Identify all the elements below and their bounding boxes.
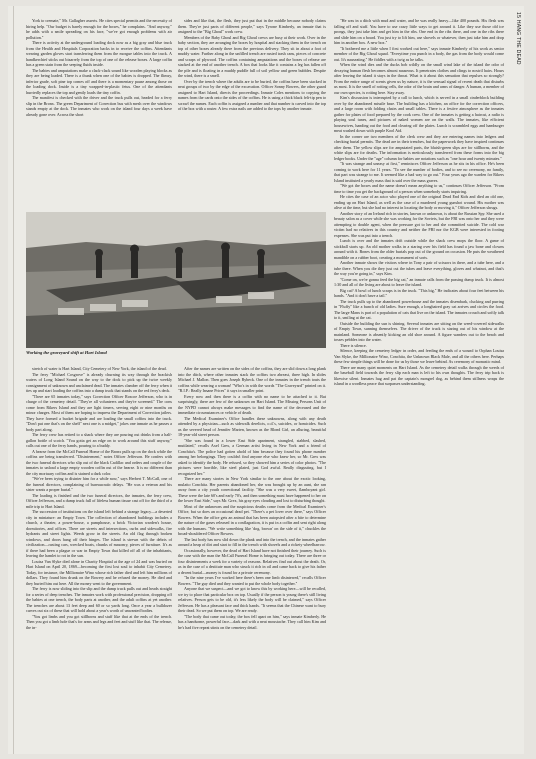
paragraph: "You got limbs and you got stillborns and stuff like that at the ends of the trench. Then you got a limb hole that's for arms and legs and feet and stuff like that. The release, the in- <box>26 613 172 630</box>
column-middle-top <box>178 18 326 226</box>
column-middle-bottom <box>178 366 326 750</box>
paragraph: The manifest is checked with the driver and the truck pulls out, headed for a ferry slip in the Bronx. The green Department of Correction bus with mesh over the windows stands empty at the dock. The inmates who work on the island four days a week have already gone over. Across the short <box>26 95 172 117</box>
paragraph: Lunch is over and the inmates drift outside while the shack crew mops the floor. A game of stickball starts up. An old mother walks in a staring over his field has found a jaw bone and clowns around with it. Bones from the older burials pop out of the ground on occasion. He puts the weathered mandible on a rubber boot, creating a monument of sorts. <box>334 238 504 260</box>
paragraph: stretch of water is Hart Island, City Cemetery of New York, the island of the dead. <box>32 366 167 371</box>
paragraph: "There are 65 inmates today," says Correction Officer Roscoe Jefferson, who is in charge of the cemetery detail. "They're all volunteers and they're screened." The cons come from Rikers Island and they are light timers, serving eight or nine months on minor charges. Most of them are hoping to impress the Department of Correction jailers. They have formed a bucket brigade and are loading the small coffins into the truck. "Don't put one that's on the shelf" next one is a midget," jokes one inmate as he passes a body part along. <box>26 393 172 432</box>
paragraph: "It bothered me a little when I first worked out here," says inmate Kimberly of his work as senior member of the Big Ghoul squad. "Everytime you punch in a body, the gas from the body would come out. It's nauseating." He fiddles with a twig as he talks. <box>334 45 504 62</box>
paragraph: The succession of institutions on the island left behind a strange legacy—a deserted city in miniature: an Empty Town. The collection of abandoned buildings includes a church, a theater, a power-house, a pumphouse, a brick Victorian warden's house, dormitories, and offices. There are streets and intersections, curbs and sidewalks, fire hydrants and street lights. Weeds grow in the streets. An old flag through broken windows, and doors hang off their hinges. The island is strewn with the debris of civilization—rusting cars, wrecked boats, chunks of masonry, pieces of furniture. It's as if there had been a plague or war in Empty Town that killed off all of the inhabitants, leaving the hamlet to rot in the sun. <box>26 509 172 558</box>
paragraph: Louisa Van Slyke died alone in Charity Hospital at the age of 24 and was buried on Hart Island on April 20, 1869—becoming the first lost soul to inhabit City Cemetery. Today, for instance, the Millionaire Wino whose rich father died and left him millions of dollars. They found him drunk on the Bowery and he refused the money. He died and they buried him out here. All the money went to the government. <box>26 558 172 586</box>
column-right <box>334 18 504 750</box>
newspaper-page <box>8 6 524 754</box>
page-fold-line <box>13 6 14 754</box>
paragraph: "In the nine years I've worked here there's been one limb disinterred," recalls Officer Bowers. "The guy died and they wanted to put the whole body together." <box>178 575 326 586</box>
paragraph: The babies and amputations make a clack-clack sound like wooden playing blocks as they are being loaded. There is a thunk when one of the babies is dropped. The flimsy, inferior grade, soft pine top comes off and there is a momentary pause among those on the loading dock. Inside is a tiny wrapped-in-plastic fetus. One of the attendants hurriedly replaces the top and gently loads the tiny coffin. <box>26 67 172 95</box>
paragraph: Anyone that we suspect—and we got to know this by working here—will be recalled, we try to place that particular box on top. Usually if the person is young there's still living relatives. Person gets to be old, it's less likely the body will be claimed," says Officer Jefferson. He has a pleasant face and thick hands. "It seems that the Chinese want to bury their dead. So we put them on top. We are ready. <box>178 586 326 613</box>
paragraph: A hearse from the McCall Funeral Home of the Bronx pulls up on the dock while the coffins are being transferred. "Disinterment," notes Officer Jefferson. He confers with the two funeral directors who slip out of the black Cadillac and orders and couple of the inmates to unload a large empty wooden coffin out of the hearse. It is no different than the city mortuary coffins and is stained a dark color. <box>26 448 172 476</box>
paragraph: Outside the building the sun is shining. Several inmates are sitting on the weed-covered sidewalks of Empty Town, sunning themselves. The driver of the truck is staring out of his window at the mainland. Someone is absently kicking an old shoe around. A figure wanders out to the beach and tosses pebbles into the water. <box>334 320 504 342</box>
paragraph: The ferry "Michael Cosgrove" is already churning its way through the brackish waters of Long Island Sound on the way to the dock to pick up the twice weekly consignment of unknown and unclaimed dead. The inmates clamber off the ferry when it ties up and start loading the coffins into a dump truck that stands on the red ferry's deck. <box>26 371 172 393</box>
paragraph: The ferry crew has retired to a shack where they are pouring out drinks from a half-gallon bottle of scotch. "You gotta get an edge on to work around this stuff anyway," calls out one of the ferry hands, pouring to a buddy. <box>26 432 172 448</box>
paragraph: There is activity at the underground loading dock now as a big gray and blue truck from the Health and Hospitals Corporation backs in to receive the coffins. Attendants wearing garden gloves start transferring them from the morgue tables into the truck. A handkerchief sticks out bizarrely from the top of one of the release boxes. A large coffin has a green stain from the seeping fluids inside. <box>26 40 172 67</box>
paragraph: Over by the trench where the adults are to be buried, the coffins have been stacked in neat groups of two by the edge of the excavation. Officer Sonny Bowers, the other guard assigned to Hart Island, directs the proceedings. Inmate Coles mentions to copying the names from the cards onto the sides of the coffins. He is using a thick black felt-tip pen to scrawl the names. Each coffin is assigned a number and that number is carved into the top of the box with a router. A few extra nails are added to the tops by another inmate. <box>178 78 326 111</box>
paragraph: After the names are written on the sides of the coffins, they are slid down a long plank into the ditch, where other inmates stack the coffins two abreast, three high. In slides Michael J. Mallon. Then goes Joseph Rybeck. One of the inmates in the trench touts the coffins while wearing a woman! "Who's in with the words "The Graveyard" printed on it. "R.I.P.: Really Insane Prices" it says in smaller print. <box>178 366 326 393</box>
paragraph: The last body has now slid down the plank and into the trench, and the inmates gather around a heap of dirt and start to fill in the trench with shovels and a rickety wheelbarrow. <box>178 536 326 547</box>
paragraph: "Come on, we're gonna feed the big cat," an inmate calls from the passing dump truck. It is almost 1:30 and all of the living are about to leave the island. <box>334 276 504 287</box>
paragraph: There are many quiet moments on Hart Island. As the cemetery detail walks through the weeds of the baseball field towards the ferry slip each man is left to his own thoughts. The ferry trip back is likewise silent. Inmates hug and pat the captain's mongrel dog, as behind them stillness wraps the island in a wordless peace that surpasses understanding. <box>334 364 504 386</box>
paragraph: There is silence. <box>340 342 367 348</box>
paragraph: There are many stories in New York similar to the one about the exotic looking, mulatto Conchita. Her parents abandoned her, she was brought up by an aunt, she ran away from a city youth correctional facility. "She was a very sweet, flamboyant girl. These were the late 60's and early 70's, and then something must have happened to her on the lower East Side," says Mr. Grex, his gray eyes clouding and lost to disturbing thought. <box>178 476 326 503</box>
paragraph: Occasionally, however, the dead of Hart Island have not finished their journey. Such is the case with the man the McCall Funeral Home is bringing out today. There are three or four disinterments a week for a variety of reasons. Relatives find out about the death. Or, as in the case of a destitute man who struck it rich in oil and came back to give his father a decent burial—money is found for a private ceremony. <box>178 547 326 575</box>
paragraph: Every now and then there is a coffin with no name to be attached to it. But surprisingly, there are few of the unknown on Hart Island. The Missing Persons Unit of the NYPD cannot always make messages to find the name of the deceased and the immediate circumstances or vehicle of death. <box>178 393 326 415</box>
photo-caption: Working the graveyard shift at Hart Island <box>26 350 107 355</box>
paragraph: In the corner are two members of the clerk crew and they are entering names into ledgers and checking burial permits. The dead are in their trenches, but the paperwork they have inspired continues after them. The yellow slips are for amputated parts, the bluish-green slips are for stillborns, and the white slips are for deaths. The information is meticulously transferred from these forms into the big ledger books. Under the "age" column for babies are notations such as "one hour and twenty minutes." <box>334 133 504 161</box>
paragraph: The loading is finished and the two funeral directors, the inmates, the ferry crew, Officer Jefferson, and a dump truck full of lifeless human tissue cast off for the third of a mile trip to Hart Island. <box>26 492 172 509</box>
paragraph: The Medical Examiner's Office handles these unknowns, along with any death attended by a physician—such as sidewalk derelicts, o.d.'s, suicides, or homicides. Such as the severed head of Jennifer Marten, known as the Blond Girl, an alluring, beautiful 18-year-old street person. <box>178 415 326 437</box>
paragraph: "We got the boxes and the name doesn't mean anything to us," continues Officer Jefferson. "From time to time you get the background of a person when somebody starts inquiring. <box>334 183 504 194</box>
paragraph: "We've been trying to disinter him for a while now," says Herbert T. McCall, one of the funeral directors, complaining of bureaucratic delays. "He was a veteran and his sister wants a proper burial." <box>26 476 172 492</box>
paragraph: "It was strange and uneasy at first," reminisces Officer Jefferson as he sits in his office. He's been coming to work here for 11 years. "To see the number of bodies, and to see no ceremony, no family, that part was strange to me. It seemed like a bad way to go out." Four years ago the warden for Rikers Island instituted a yearly mass that is said over the mass graves. <box>334 161 504 183</box>
graveyard-photo <box>26 212 326 348</box>
paragraph: He cites the case of an actor who played one of the original Dead End Kids and died an old one, ending up on Hart Island, as well as the case of a murdered young gunshot wound. His mother was alive at the time, but she had no interest in locating the body or moving it," Officer Jefferson shrugs. <box>334 194 504 210</box>
paragraph: sides and like that, the flesh, they just put that in the middle because nobody claims them. They're just parts of different people," says Tyrone Kimberly, an inmate that is assigned to the "Big Ghoul" work crew. <box>178 18 326 34</box>
column-left-bottom <box>26 366 172 750</box>
paragraph: Kim's discussion is interrupted by a call to lunch, which is served in a small cinderblock building over by the abandoned missile base. The building has a kitchen, an office for the correction officers, and a large room with folding chairs and small tables. There is a festive atmosphere as the inmates gather for plates of food prepared by the cook crew. One of the inmates is getting a haircut, a radio is playing soul tunes, and pictures of naked women are on the walls. The inmates, like efficient housewives, handing out the food and clearing off the plates. Lunch is scrambled eggs and hamburger meat washed down with purple Kool Aid. <box>334 95 504 133</box>
paragraph: "The body that came out today, the box fell apart on him," says inmate Kimberly. He has a handsome, powerful face—dark and with a neat moustache. They call him Kim and he's had five repeat stints on the cemetery detail. <box>178 613 326 630</box>
paragraph: Silence, keeping the cemetery ledger in order, and feeding the ends of a wound to Orphan Louisa Van Slyke, the Millionaire Wino, Conchita, the Unknown Black Male, and all the others here. Perhaps these few simple things will be done for us by those we leave behind. As ceremony of monastic mind. <box>334 348 504 364</box>
paragraph: Most of the unknowns and the suspicious deaths come from the Medical Examiner's Office, but so does an occasional dead pet. "There's a pet lover over there," says Officer Bowers. When the office gets an animal that has been autopsied after a bite to determine the nature of the gases released in a conflagration, it is put in a coffin and sent right along with the humans. "We write something like 'dog, brown' on the side of it," chuckles the broad-shouldered Officer Bowers. <box>178 503 326 536</box>
paragraph: When the wind dies and the ducks bob wildly on the small wind lake of the island the odor of decaying human flesh becomes almost nauseous. It penetrates clothes and clings to nostril hairs. Hours after leaving the island it stays in the throat. What is it about this sensation that repulses so strongly? From the entire range of scents given us by nature, it is the sensual signal of recent death that disturbs us most. It is the smell of rotting cells, the odor of the brain and arms of danger. A human, a member of our own species, is rotting here. Stay away. <box>334 62 504 95</box>
paragraph: Another inmate shows the visitors where in Tony a pair of scissors in there, and a tube here, and a tube there. When you die they just cut the tubes and leave everything, gloves and whatnot, and that's the way you're going in," says Kim. <box>334 260 504 276</box>
paragraph: The truck pulls up to the abandoned powerhouse and the inmates disembark, clucking and purring in "Fluffy" like a bunch of old ladies. Sure enough, a longhaired gray cat arrives and circles the food. The large Manx is part of a population of cats that live on the island. The inmates crouch and softly talk to it, smiling at the cat. <box>334 298 504 320</box>
paragraph: Big cat? A bowl of lunch scraps is in the truck. "This big," He indicates about four feet between his hands. "And it don't have a tail." <box>334 287 504 298</box>
paragraph: Members of the Baby Ghoul and Big Ghoul crews are busy at their work. Over in the baby section, they are arranging the boxes by hospital and stacking them in the trench on top of other boxes already there from the previous delivery. They sit in about a foot of muddy water. Further along in the unfilled trench are rusted trash cans, pieces of concrete and scraps of plywood. The coffins containing amputations and the boxes of release are stacked at the end of another trench. A box that looks like it contains a leg has fallen off the pile and is floating in a muddy puddle full of soil yellow and green bubbles. Despite the wind, there is a smell. <box>178 34 326 78</box>
graveyard-photo-image <box>26 212 326 348</box>
paragraph: Another story of an Ireland rich in stories, known or unknown, is about the Russian Spy. She used a beauty salon as a cover while she was working for the Soviets, but the FBI was onto her and they were attempting to double agent, when the pressure got to her and she committed suicide. The cold war victim had no relatives in this country and neither the FBI nor the KGB were interested in footing expenses. She was put into a trench. <box>334 210 504 238</box>
running-head: 15 HANG THE DEAD <box>515 12 521 65</box>
paragraph: York to cremate," Mr. Gallagher asserts. He cites special permits and the necessity of hiring help. "Our budget is barely enough for the boxes," he complains. "And anyway," he adds with a smile spreading on his face, "we've got enough problems with air pollution." <box>26 18 172 40</box>
paragraph: The ferry is now sliding into the slip and the dump truck pulls out and heads straight for a series of deep trenches. The inmates work with professional precision, dropping off the babies at one trench, the body parts at another, and the adult coffins at yet another. The trenches are about 13 feet deep and 60 or so yards long. Once a year a bulldozer carves out six of these that will hold about a year's worth of unwanted bodies. <box>26 586 172 613</box>
paragraph: "He was in a ditch with mud and water, and he was really heavy—like 400 pounds. His flesh was falling off and stuff. You have to use crazy little ways to get around it. Like they use those old ice prongs, they just take him and get him in the ribs. One end in the ribs there, and one in the ribs there and slide him on a board. You just try to lift him, use shovels or whatever, then just take him and drop him in another box. A new box." <box>334 18 504 45</box>
paragraph: "She was found in a lower East Side apartment, strangled, stabbed, slashed, mutilated," recalls Axel Grex, a German artist living in New York and a friend of Conchita's. The police had gotten ahold of him because they found his phone number among her belongings. They couldn't find anyone else who knew her, so Mr. Grex was asked to identify the body. He refused, so they showed him a series of color photos. "The pictures were horrible, like steel plated, just God awful. Really disgusting, but I recognized her." <box>178 437 326 476</box>
column-left-top <box>26 18 172 226</box>
